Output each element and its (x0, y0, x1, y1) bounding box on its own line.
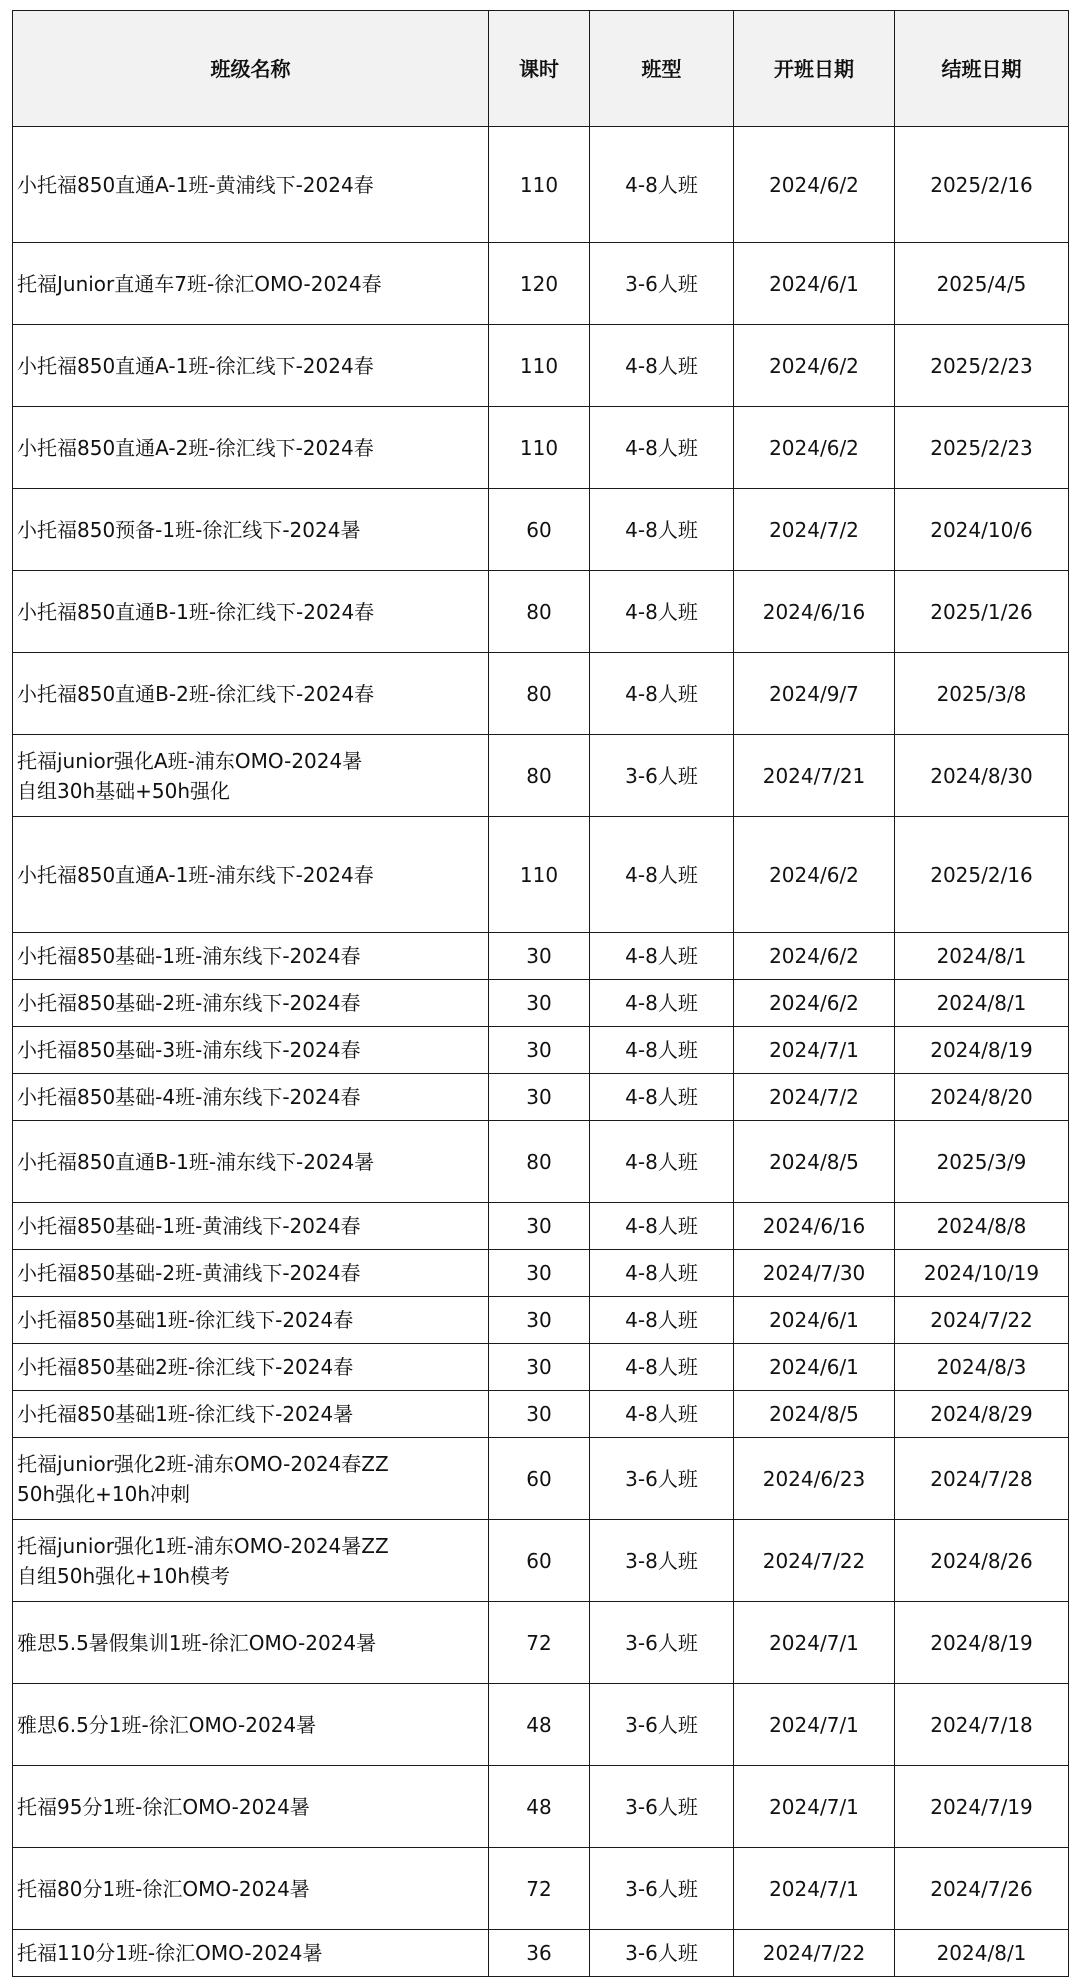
start-date-cell: 2024/6/1 (734, 1297, 895, 1344)
end-date-cell: 2024/8/29 (895, 1391, 1069, 1438)
end-date-cell: 2024/8/1 (895, 980, 1069, 1027)
class-name-line: 小托福850直通A-1班-徐汇线下-2024春 (17, 353, 374, 378)
table-row (13, 1848, 1069, 1930)
table-row (13, 1520, 1069, 1602)
end-date-cell: 2024/7/18 (895, 1684, 1069, 1766)
class-name-cell (13, 1027, 489, 1074)
start-date-cell: 2024/7/2 (734, 1074, 895, 1121)
start-date-cell: 2024/7/1 (734, 1766, 895, 1848)
hours-cell: 30 (489, 933, 590, 980)
end-date-cell: 2024/8/1 (895, 933, 1069, 980)
hours-cell: 36 (489, 1930, 590, 1977)
class-type-cell: 4-8人班 (590, 933, 734, 980)
end-date-cell: 2024/7/26 (895, 1848, 1069, 1930)
class-name-line: 小托福850基础-1班-浦东线下-2024春 (17, 944, 361, 968)
hours-cell: 30 (489, 1344, 590, 1391)
start-date-cell: 2024/6/2 (734, 127, 895, 243)
class-type-cell: 4-8人班 (590, 407, 734, 489)
start-date-cell: 2024/7/2 (734, 489, 895, 571)
table-row (13, 1684, 1069, 1766)
end-date-cell: 2025/1/26 (895, 571, 1069, 653)
end-date-cell: 2024/8/30 (895, 735, 1069, 817)
hours-cell: 110 (489, 325, 590, 407)
end-date-cell: 2025/2/16 (895, 127, 1069, 243)
table-row (13, 1766, 1069, 1848)
header-row (13, 11, 1069, 127)
hours-cell: 30 (489, 980, 590, 1027)
class-type-cell: 3-6人班 (590, 735, 734, 817)
class-name-line: 小托福850直通A-1班-黄浦线下-2024春 (17, 172, 374, 197)
class-name-cell (13, 653, 489, 735)
start-date-cell: 2024/8/5 (734, 1391, 895, 1438)
hours-cell: 72 (489, 1848, 590, 1930)
start-date-cell: 2024/6/1 (734, 1344, 895, 1391)
class-name-cell (13, 1520, 489, 1602)
class-type-cell: 4-8人班 (590, 1391, 734, 1438)
table-row (13, 817, 1069, 933)
class-type-cell: 4-8人班 (590, 1297, 734, 1344)
start-date-cell: 2024/6/1 (734, 243, 895, 325)
start-date-cell: 2024/6/2 (734, 817, 895, 933)
header-hours: 课时 (489, 11, 590, 127)
table-row (13, 1203, 1069, 1250)
hours-cell: 30 (489, 1250, 590, 1297)
class-name-cell (13, 325, 489, 407)
class-name-cell (13, 933, 489, 980)
hours-cell: 30 (489, 1391, 590, 1438)
class-name-cell (13, 1344, 489, 1391)
class-type-cell: 3-6人班 (590, 243, 734, 325)
start-date-cell: 2024/7/1 (734, 1027, 895, 1074)
class-name-cell (13, 1602, 489, 1684)
class-name-cell (13, 1766, 489, 1848)
class-type-cell: 3-6人班 (590, 1766, 734, 1848)
end-date-cell: 2024/8/19 (895, 1027, 1069, 1074)
hours-cell: 80 (489, 735, 590, 817)
table-row (13, 933, 1069, 980)
hours-cell: 80 (489, 571, 590, 653)
table-row (13, 1027, 1069, 1074)
class-type-cell: 4-8人班 (590, 1121, 734, 1203)
class-type-cell: 4-8人班 (590, 325, 734, 407)
hours-cell: 80 (489, 1121, 590, 1203)
table-row (13, 980, 1069, 1027)
start-date-cell: 2024/7/22 (734, 1930, 895, 1977)
class-type-cell: 3-6人班 (590, 1684, 734, 1766)
hours-cell: 30 (489, 1297, 590, 1344)
table-row (13, 1391, 1069, 1438)
start-date-cell: 2024/7/1 (734, 1684, 895, 1766)
hours-cell: 60 (489, 489, 590, 571)
class-type-cell: 3-6人班 (590, 1848, 734, 1930)
class-name-line: 托福junior强化2班-浦东OMO-2024春ZZ (17, 1451, 389, 1476)
hours-cell: 48 (489, 1766, 590, 1848)
class-name-line: 小托福850直通B-1班-徐汇线下-2024春 (17, 599, 375, 624)
header-start-date: 开班日期 (734, 11, 895, 127)
end-date-cell: 2025/2/23 (895, 325, 1069, 407)
table-row (13, 571, 1069, 653)
table-row (13, 1344, 1069, 1391)
table-row (13, 1250, 1069, 1297)
class-name-line: 托福junior强化A班-浦东OMO-2024暑 (17, 748, 363, 773)
class-name-cell (13, 1121, 489, 1203)
table-row (13, 407, 1069, 489)
class-name-cell (13, 1848, 489, 1930)
class-name-cell (13, 817, 489, 933)
class-name-line: 小托福850预备-1班-徐汇线下-2024暑 (17, 517, 361, 542)
hours-cell: 110 (489, 817, 590, 933)
class-name-line: 小托福850基础-2班-浦东线下-2024春 (17, 991, 361, 1015)
class-type-cell: 4-8人班 (590, 980, 734, 1027)
start-date-cell: 2024/9/7 (734, 653, 895, 735)
class-name-line: 小托福850直通A-1班-浦东线下-2024春 (17, 862, 374, 887)
class-name-line: 小托福850基础-4班-浦东线下-2024春 (17, 1085, 361, 1109)
end-date-cell: 2024/8/19 (895, 1602, 1069, 1684)
class-type-cell: 4-8人班 (590, 1344, 734, 1391)
start-date-cell: 2024/6/2 (734, 325, 895, 407)
class-name-cell (13, 980, 489, 1027)
class-name-cell (13, 1074, 489, 1121)
header-end-date: 结班日期 (895, 11, 1069, 127)
class-name-line: 小托福850直通B-1班-浦东线下-2024暑 (17, 1149, 375, 1174)
start-date-cell: 2024/7/21 (734, 735, 895, 817)
hours-cell: 72 (489, 1602, 590, 1684)
hours-cell: 48 (489, 1684, 590, 1766)
class-name-line: 托福80分1班-徐汇OMO-2024暑 (17, 1876, 310, 1901)
end-date-cell: 2025/3/9 (895, 1121, 1069, 1203)
class-name-line: 自组30h基础+50h强化 (17, 778, 231, 803)
end-date-cell: 2024/8/8 (895, 1203, 1069, 1250)
end-date-cell: 2025/2/23 (895, 407, 1069, 489)
class-type-cell: 3-8人班 (590, 1520, 734, 1602)
class-name-cell (13, 1391, 489, 1438)
class-name-cell (13, 1250, 489, 1297)
class-name-line: 托福95分1班-徐汇OMO-2024暑 (17, 1794, 310, 1819)
end-date-cell: 2024/7/28 (895, 1438, 1069, 1520)
table-row (13, 243, 1069, 325)
end-date-cell: 2025/2/16 (895, 817, 1069, 933)
class-type-cell: 4-8人班 (590, 1074, 734, 1121)
class-name-line: 小托福850基础1班-徐汇线下-2024春 (17, 1308, 354, 1332)
class-schedule-table (12, 10, 1069, 1977)
start-date-cell: 2024/7/1 (734, 1602, 895, 1684)
hours-cell: 80 (489, 653, 590, 735)
class-name-line: 雅思5.5暑假集训1班-徐汇OMO-2024暑 (17, 1630, 377, 1655)
class-name-cell (13, 571, 489, 653)
class-name-line: 小托福850直通A-2班-徐汇线下-2024春 (17, 435, 374, 460)
end-date-cell: 2025/3/8 (895, 653, 1069, 735)
class-type-cell: 3-6人班 (590, 1602, 734, 1684)
class-type-cell: 4-8人班 (590, 817, 734, 933)
start-date-cell: 2024/6/2 (734, 980, 895, 1027)
class-name-line: 小托福850直通B-2班-徐汇线下-2024春 (17, 681, 375, 706)
class-name-line: 托福110分1班-徐汇OMO-2024暑 (17, 1941, 323, 1965)
table-row (13, 1074, 1069, 1121)
start-date-cell: 2024/7/30 (734, 1250, 895, 1297)
class-name-line: 托福Junior直通车7班-徐汇OMO-2024春 (17, 271, 382, 296)
start-date-cell: 2024/6/23 (734, 1438, 895, 1520)
table-row (13, 1930, 1069, 1977)
class-type-cell: 4-8人班 (590, 127, 734, 243)
end-date-cell: 2024/8/1 (895, 1930, 1069, 1977)
start-date-cell: 2024/7/1 (734, 1848, 895, 1930)
class-type-cell: 4-8人班 (590, 489, 734, 571)
class-name-line: 小托福850基础2班-徐汇线下-2024春 (17, 1355, 354, 1379)
start-date-cell: 2024/6/16 (734, 1203, 895, 1250)
class-type-cell: 4-8人班 (590, 1027, 734, 1074)
class-name-cell (13, 243, 489, 325)
hours-cell: 110 (489, 127, 590, 243)
class-type-cell: 3-6人班 (590, 1930, 734, 1977)
table-row (13, 1297, 1069, 1344)
table-row (13, 1602, 1069, 1684)
class-name-cell (13, 1297, 489, 1344)
header-class-type: 班型 (590, 11, 734, 127)
class-name-line: 小托福850基础-3班-浦东线下-2024春 (17, 1038, 361, 1062)
class-name-line: 托福junior强化1班-浦东OMO-2024暑ZZ (17, 1533, 389, 1558)
class-type-cell: 4-8人班 (590, 1250, 734, 1297)
class-name-cell (13, 489, 489, 571)
end-date-cell: 2024/8/20 (895, 1074, 1069, 1121)
end-date-cell: 2024/10/6 (895, 489, 1069, 571)
class-name-line: 50h强化+10h冲刺 (17, 1481, 191, 1506)
hours-cell: 30 (489, 1074, 590, 1121)
start-date-cell: 2024/6/2 (734, 933, 895, 980)
class-name-cell (13, 1930, 489, 1977)
end-date-cell: 2024/8/3 (895, 1344, 1069, 1391)
hours-cell: 110 (489, 407, 590, 489)
end-date-cell: 2024/10/19 (895, 1250, 1069, 1297)
end-date-cell: 2024/7/22 (895, 1297, 1069, 1344)
class-name-line: 自组50h强化+10h模考 (17, 1563, 231, 1588)
hours-cell: 60 (489, 1438, 590, 1520)
class-name-line: 小托福850基础1班-徐汇线下-2024暑 (17, 1402, 354, 1426)
class-name-cell (13, 407, 489, 489)
class-name-cell (13, 1684, 489, 1766)
class-type-cell: 4-8人班 (590, 571, 734, 653)
table-row (13, 127, 1069, 243)
class-name-cell (13, 1438, 489, 1520)
start-date-cell: 2024/7/22 (734, 1520, 895, 1602)
table-row (13, 1438, 1069, 1520)
class-type-cell: 4-8人班 (590, 1203, 734, 1250)
start-date-cell: 2024/6/16 (734, 571, 895, 653)
hours-cell: 30 (489, 1027, 590, 1074)
class-name-line: 小托福850基础-1班-黄浦线下-2024春 (17, 1214, 361, 1238)
class-name-cell (13, 127, 489, 243)
class-name-cell (13, 1203, 489, 1250)
hours-cell: 30 (489, 1203, 590, 1250)
hours-cell: 60 (489, 1520, 590, 1602)
table-row (13, 325, 1069, 407)
class-name-line: 雅思6.5分1班-徐汇OMO-2024暑 (17, 1712, 317, 1737)
table-row (13, 735, 1069, 817)
hours-cell: 120 (489, 243, 590, 325)
header-class-name: 班级名称 (13, 11, 489, 127)
table-row (13, 1121, 1069, 1203)
class-name-cell (13, 735, 489, 817)
start-date-cell: 2024/8/5 (734, 1121, 895, 1203)
end-date-cell: 2024/7/19 (895, 1766, 1069, 1848)
table-row (13, 653, 1069, 735)
end-date-cell: 2025/4/5 (895, 243, 1069, 325)
start-date-cell: 2024/6/2 (734, 407, 895, 489)
table-row (13, 489, 1069, 571)
end-date-cell: 2024/8/26 (895, 1520, 1069, 1602)
class-type-cell: 3-6人班 (590, 1438, 734, 1520)
class-name-line: 小托福850基础-2班-黄浦线下-2024春 (17, 1261, 361, 1285)
class-type-cell: 4-8人班 (590, 653, 734, 735)
